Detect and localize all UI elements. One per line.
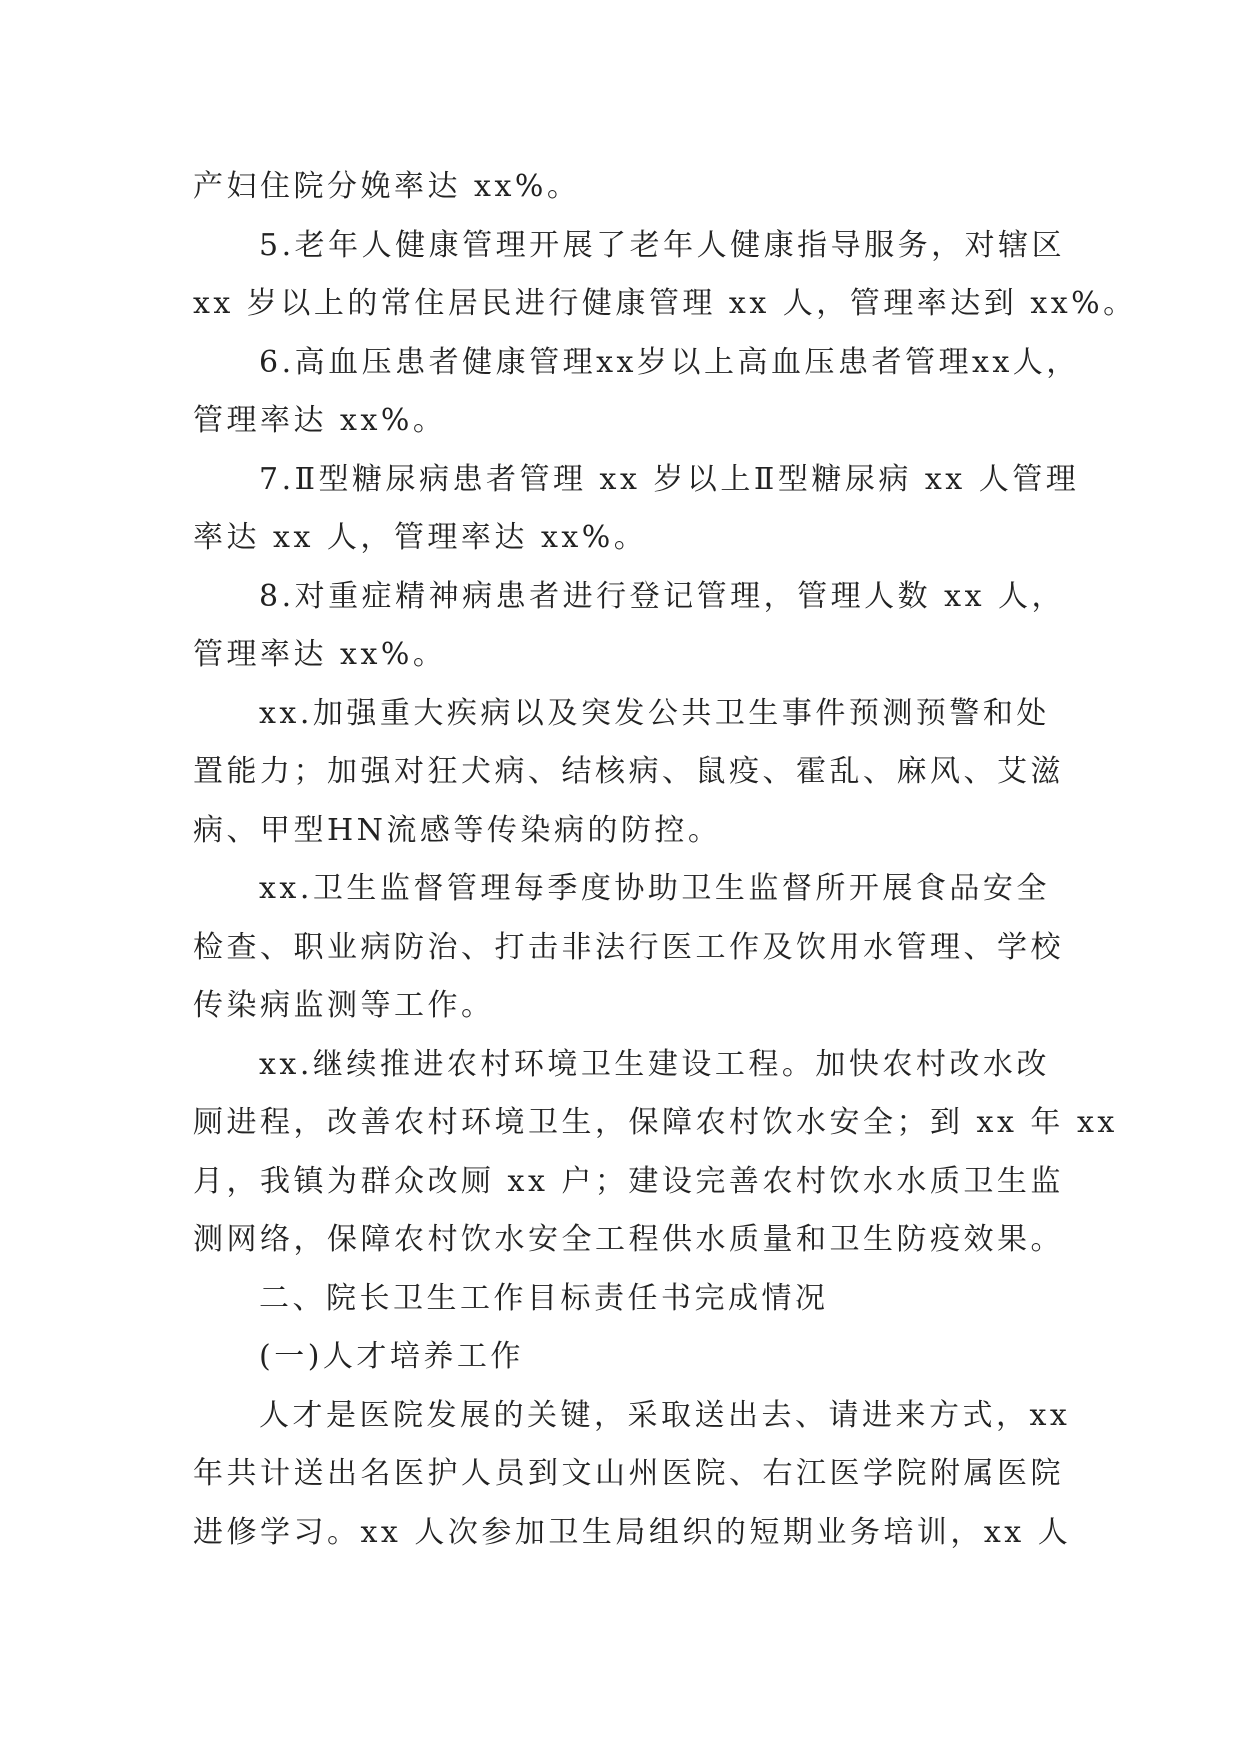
text-line: xx 岁以上的常住居民进行健康管理 xx 人，管理率达到 xx%。 xyxy=(193,286,1137,321)
text-line: 置能力；加强对狂犬病、结核病、鼠疫、霍乱、麻风、艾滋 xyxy=(193,754,1064,789)
text-line: 8.对重症精神病患者进行登记管理，管理人数 xx 人， xyxy=(259,578,1066,614)
text-line: 病、甲型HN流感等传染病的防控。 xyxy=(193,812,722,848)
text-line: 检查、职业病防治、打击非法行医工作及饮用水管理、学校 xyxy=(193,929,1064,965)
text-line: 年共计送出名医护人员到文山州医院、右江医学院附属医院 xyxy=(193,1456,1064,1491)
text-line: 7.Ⅱ型糖尿病患者管理 xx 岁以上Ⅱ型糖尿病 xx 人管理 xyxy=(259,461,1080,497)
text-line: 管理率达 xx%。 xyxy=(193,637,447,672)
text-line: 人才是医院发展的关键，采取送出去、请进来方式，xx xyxy=(259,1397,1071,1433)
text-line: 率达 xx 人，管理率达 xx%。 xyxy=(193,520,648,555)
text-line: 5.老年人健康管理开展了老年人健康指导服务，对辖区 xyxy=(259,227,1066,263)
subsection-heading: (一)人才培养工作 xyxy=(259,1339,524,1374)
text-line: 厕进程，改善农村环境卫生，保障农村饮水安全；到 xx 年 xx xyxy=(193,1105,1118,1140)
text-line: xx.卫生监督管理每季度协助卫生监督所开展食品安全 xyxy=(259,871,1050,906)
text-line: 产妇住院分娩率达 xx%。 xyxy=(193,169,581,204)
text-line: 进修学习。xx 人次参加卫生局组织的短期业务培训，xx 人 xyxy=(193,1514,1072,1550)
text-line: 6.高血压患者健康管理xx岁以上高血压患者管理xx人， xyxy=(259,344,1080,380)
text-line: 测网络，保障农村饮水安全工程供水质量和卫生防疫效果。 xyxy=(193,1222,1064,1257)
document-body xyxy=(193,158,1137,1562)
text-line: xx.继续推进农村环境卫生建设工程。加快农村改水改 xyxy=(259,1046,1050,1082)
text-line: 管理率达 xx%。 xyxy=(193,403,447,438)
text-line: 传染病监测等工作。 xyxy=(193,988,495,1023)
section-heading: 二、院长卫生工作目标责任书完成情况 xyxy=(259,1280,829,1316)
text-line: xx.加强重大疾病以及突发公共卫生事件预测预警和处 xyxy=(259,695,1050,731)
text-line: 月，我镇为群众改厕 xx 户；建设完善农村饮水水质卫生监 xyxy=(193,1163,1064,1199)
